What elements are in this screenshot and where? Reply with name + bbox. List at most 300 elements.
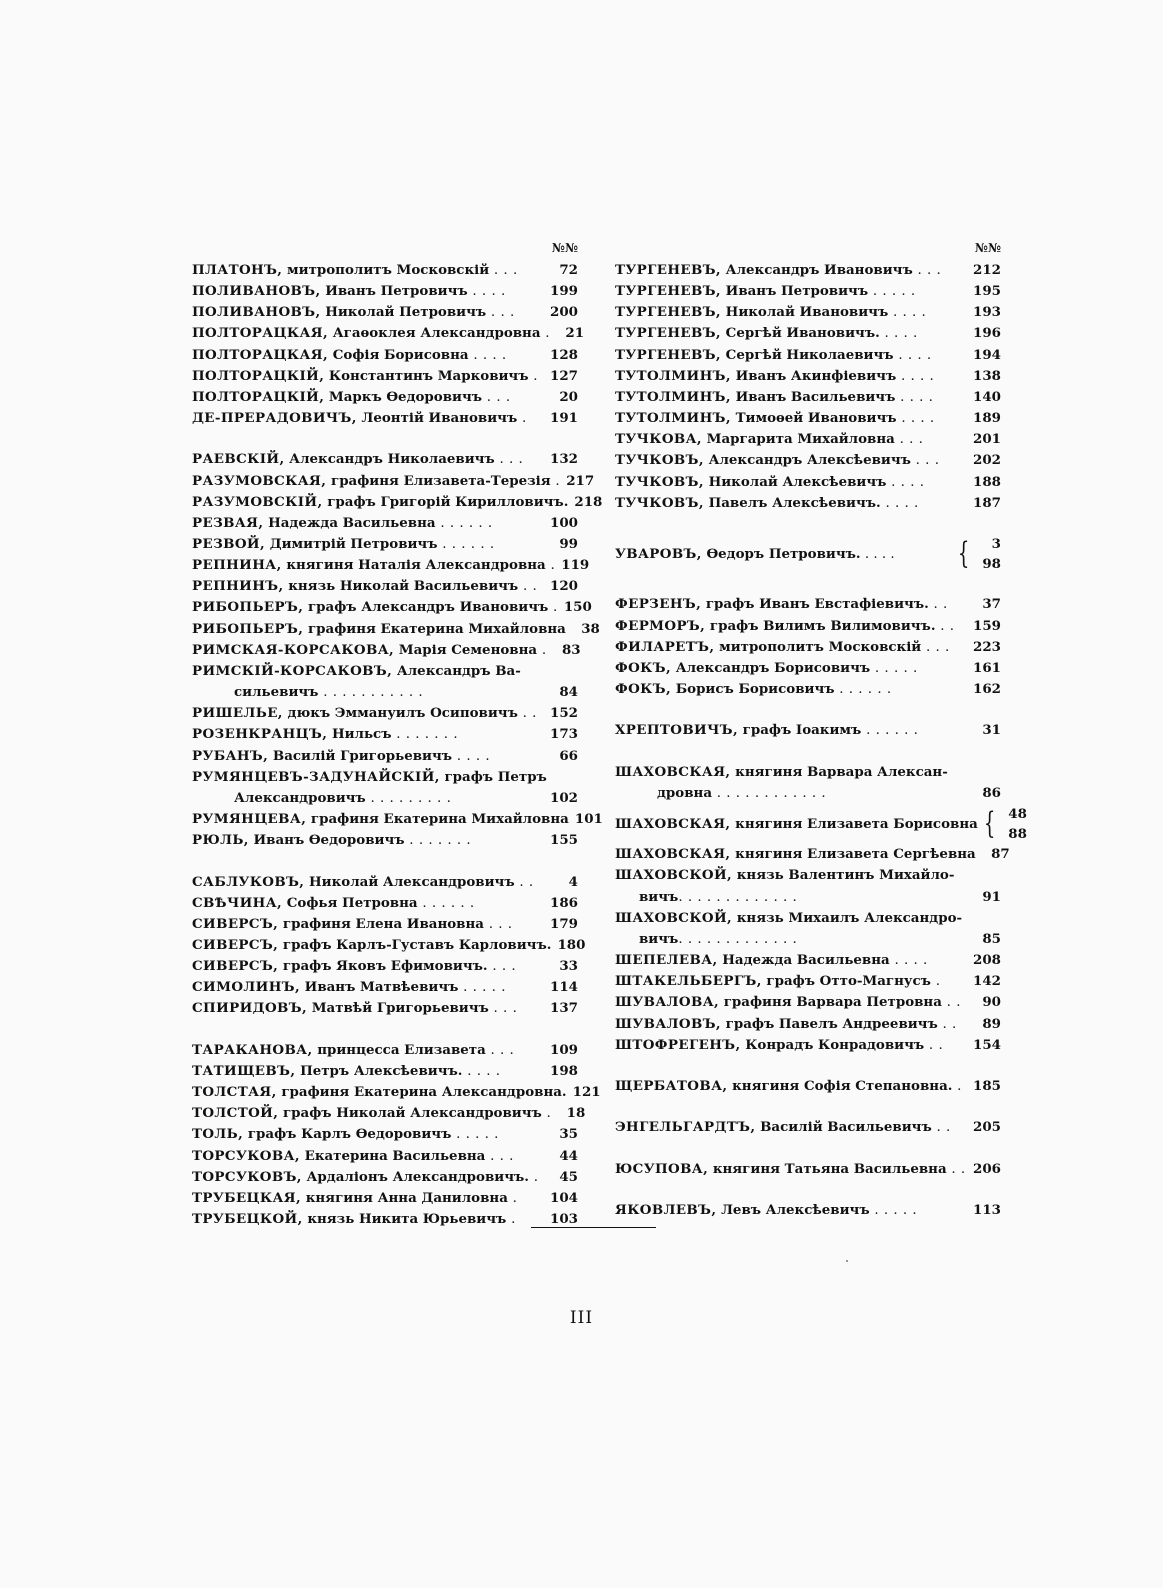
index-column-left	[192, 240, 603, 1230]
entry-dots: .	[550, 473, 561, 489]
entry-text	[192, 914, 544, 935]
index-entry	[192, 830, 578, 851]
entry-dots: .	[541, 1106, 552, 1122]
index-entry	[192, 513, 578, 534]
index-entry-shakhovskaya-elizaveta	[615, 804, 1027, 844]
index-entry	[192, 1146, 578, 1167]
group-gap	[615, 700, 1001, 720]
entry-number: 140	[973, 388, 1001, 405]
index-entry	[192, 809, 603, 830]
entry-surname: РЕЗВОЙ,	[192, 536, 266, 553]
curly-brace: {	[957, 536, 970, 572]
entry-given: графиня Елизавета-Терезія	[326, 472, 551, 489]
entry-dots: . . . . . .	[834, 682, 892, 698]
entry-number: 179	[550, 915, 578, 932]
entry-text	[192, 345, 544, 366]
entry-dots: . . .	[489, 263, 518, 278]
entry-given: князь Валентинъ Михайло-	[732, 867, 955, 884]
entry-number: 35	[559, 1126, 578, 1143]
entry-text	[192, 408, 544, 429]
entry-number: 37	[982, 596, 1001, 613]
entry-dots: . . .	[921, 639, 950, 655]
entry-dots: . . .	[483, 916, 513, 932]
entry-text	[192, 1188, 544, 1209]
entry-text	[615, 302, 967, 323]
entry-text	[615, 493, 967, 514]
entry-number: 90	[982, 994, 1001, 1011]
entry-number: 31	[982, 722, 1001, 739]
entry-given: Сергѣй Николаевичъ	[721, 346, 894, 363]
entry-dots: . .	[931, 1120, 951, 1136]
entry-text	[615, 260, 967, 281]
entry-given: графъ Петръ	[439, 768, 547, 785]
entry-surname: РАЗУМОВСКІЙ,	[192, 493, 323, 510]
entry-surname: СПИРИДОВЪ,	[192, 1000, 308, 1017]
entry-dots: . . .	[894, 432, 924, 448]
entry-dots: . . . .	[468, 347, 507, 363]
entry-number: 88	[1008, 826, 1027, 843]
entry-text	[192, 893, 544, 914]
entry-text	[615, 323, 967, 344]
entry-surname: ЮСУПОВА,	[615, 1160, 709, 1177]
page-number: III	[569, 1308, 594, 1328]
index-entry-uvarov	[615, 534, 1001, 574]
entry-number: 150	[563, 599, 592, 616]
entry-given: Николай Алексѣевичъ	[703, 473, 887, 490]
entry-number: 83	[561, 641, 581, 658]
entry-given: Марія Семеновна	[394, 641, 538, 658]
entry-dots: . . . .	[462, 1063, 501, 1079]
entry-text	[615, 1035, 967, 1056]
entry-text	[192, 724, 544, 745]
entry-given: княгиня Елизавета Борисовна	[730, 815, 978, 832]
entry-surname: РУБАНЪ,	[192, 747, 269, 764]
entry-text	[615, 637, 967, 658]
entry-surname: ТАТИЩЕВЪ,	[192, 1062, 296, 1079]
index-entry	[615, 844, 1010, 865]
group-gap	[615, 1097, 1001, 1117]
entry-given: княгиня Софія Степановна.	[727, 1077, 953, 1094]
footer-rule	[531, 1227, 656, 1228]
entry-surname: ТУТОЛМИНЪ,	[615, 410, 731, 427]
entry-given: Димитрій Петровичъ	[265, 536, 438, 553]
entry-number: 152	[550, 705, 578, 722]
index-entry	[615, 387, 1001, 408]
entry-dots: . . . . . . . . . . . . .	[678, 889, 798, 905]
index-column-right	[615, 240, 1027, 1221]
entry-number: 84	[559, 684, 578, 701]
entry-dots: . . . . . . . . . . .	[318, 685, 424, 701]
entry-text	[192, 788, 544, 809]
entry-given: графъ Александръ Ивановичъ	[303, 599, 549, 616]
entry-surname: ШЕПЕЛЕВА,	[615, 952, 718, 969]
entry-number: 38	[581, 620, 600, 637]
entry-dots: . . . . . . . . .	[365, 790, 452, 806]
entry-text	[192, 471, 560, 492]
entry-text	[615, 387, 967, 408]
entry-text	[615, 814, 978, 835]
entry-text	[615, 971, 967, 992]
entry-text	[192, 597, 558, 618]
index-entry	[192, 872, 578, 893]
entry-text	[192, 640, 547, 661]
column-header-numbers: №№	[551, 241, 578, 255]
entry-dots: .	[517, 411, 527, 427]
index-entry	[192, 408, 578, 429]
entry-given: Тимоѳей Ивановичъ	[730, 410, 897, 427]
entry-surname: ШТОФРЕГЕНЪ,	[615, 1036, 741, 1053]
group-kh	[615, 720, 1001, 741]
group-gap	[615, 742, 1001, 762]
entry-surname: ТУРГЕНЕВЪ,	[615, 346, 721, 363]
entry-number: 186	[550, 894, 578, 911]
entry-dots: . . .	[488, 1001, 518, 1017]
index-entry	[192, 345, 578, 366]
entry-surname: ШАХОВСКОЙ,	[615, 909, 733, 926]
entry-text	[192, 1082, 567, 1103]
entry-given: Софья Петровна	[282, 894, 418, 911]
entry-surname: ТОРСУКОВЪ,	[192, 1168, 302, 1185]
index-entry	[615, 450, 1001, 471]
index-entry	[192, 387, 578, 408]
entry-number: 196	[973, 325, 1001, 342]
entry-surname: САБЛУКОВЪ,	[192, 873, 305, 890]
entry-number: 206	[973, 1160, 1001, 1177]
group-gap	[192, 1020, 578, 1040]
entry-dots: . . .	[494, 452, 524, 468]
entry-given: Александръ Ва-	[392, 662, 521, 679]
entry-numbers	[975, 534, 1001, 574]
entry-number: 199	[550, 283, 578, 300]
entry-number: 193	[973, 304, 1001, 321]
entry-dots: . . . . . . .	[404, 833, 472, 849]
entry-text	[192, 534, 544, 555]
entry-text	[192, 281, 544, 302]
entry-surname: ТУРГЕНЕВЪ,	[615, 262, 721, 278]
entry-surname: ШУВАЛОВЪ,	[615, 1015, 721, 1032]
entry-given: княгиня Варвара Алексан-	[730, 763, 948, 780]
entry-text	[615, 345, 967, 366]
entry-dots: . . . .	[889, 953, 928, 969]
index-entry	[192, 640, 581, 661]
index-entry	[615, 1200, 1001, 1221]
index-entry	[192, 1061, 578, 1082]
group-t	[615, 260, 1001, 514]
entry-given: Василій Васильевичъ	[755, 1119, 932, 1136]
entry-number: 218	[574, 493, 603, 510]
entry-number: 98	[982, 556, 1001, 573]
entry-surname: ТУЧКОВЪ,	[615, 452, 704, 469]
entry-surname: ХРЕПТОВИЧЪ,	[615, 722, 739, 739]
entry-given: княгиня Татьяна Васильевна	[708, 1160, 947, 1177]
entry-given: Александръ Ивановичъ	[721, 262, 913, 278]
entry-number: 212	[973, 262, 1001, 278]
entry-text	[192, 767, 547, 788]
group-r	[192, 449, 603, 851]
entry-dots: . . . . .	[868, 284, 916, 300]
entry-text	[615, 844, 976, 865]
entry-text	[615, 720, 967, 741]
entry-number: 155	[550, 832, 578, 849]
entry-dots: . . . .	[896, 368, 935, 384]
entry-text	[192, 1061, 544, 1082]
entry-surname: РАЗУМОВСКАЯ,	[192, 472, 327, 489]
entry-text	[192, 872, 544, 893]
entry-text	[615, 450, 967, 471]
entry-surname: ТОРСУКОВА,	[192, 1147, 300, 1164]
entry-given: графъ Карлъ Ѳедоровичъ	[243, 1126, 452, 1143]
index-entry	[615, 720, 1001, 741]
entry-number: 142	[973, 973, 1001, 990]
entry-surname: РУМЯНЦЕВЪ-ЗАДУНАЙСКІЙ,	[192, 768, 440, 785]
entry-number: 87	[991, 846, 1010, 863]
entry-dots: . . .	[485, 1042, 515, 1058]
entry-given: дюкъ Эммануилъ Осиповичъ	[282, 705, 518, 722]
index-entry	[192, 1188, 578, 1209]
group-t	[192, 1040, 601, 1230]
entry-dots: . . . . .	[869, 1202, 918, 1218]
entry-given: Надежда Васильевна	[717, 952, 890, 969]
entry-dots: .	[545, 558, 556, 574]
entry-text	[192, 619, 566, 640]
index-entry	[192, 935, 586, 956]
entry-number: 200	[550, 304, 578, 321]
entry-text	[192, 809, 569, 830]
entry-given: Надежда Васильевна	[263, 514, 436, 531]
entry-number: 173	[550, 726, 578, 743]
entry-given: графиня Екатерина Александровна.	[276, 1084, 567, 1101]
entry-surname: ШАХОВСКАЯ,	[615, 846, 731, 863]
index-entry	[192, 555, 590, 576]
entry-given: Леонтій Ивановичъ	[356, 410, 518, 427]
entry-number: 159	[973, 617, 1001, 634]
column-header-numbers: №№	[974, 241, 1001, 255]
entry-number: 45	[559, 1168, 578, 1185]
entry-dots: . .	[937, 1016, 957, 1032]
entry-surname: ТУРГЕНЕВЪ,	[615, 283, 721, 300]
index-entry	[615, 929, 1001, 950]
entry-text	[192, 1167, 544, 1188]
entry-number: 4	[568, 873, 578, 890]
group-e	[615, 1117, 1001, 1138]
entry-number: 138	[973, 367, 1001, 384]
entry-number: 185	[973, 1077, 1001, 1094]
entry-number: 202	[973, 452, 1001, 469]
entry-surname: РИШЕЛЬЕ,	[192, 705, 283, 722]
entry-number: 85	[982, 930, 1001, 947]
entry-number: 72	[559, 262, 578, 278]
entry-number: 217	[566, 472, 595, 489]
entry-text	[615, 1117, 967, 1138]
entry-number: 109	[550, 1041, 578, 1058]
entry-text	[192, 1103, 551, 1124]
entry-given: Николай Ивановичъ	[721, 304, 889, 321]
group-sh-a	[615, 762, 1001, 804]
entry-text	[615, 992, 967, 1013]
entry-number: 33	[559, 958, 578, 975]
group-gap	[192, 429, 578, 449]
entry-dots: . . . .	[886, 474, 925, 490]
entry-surname: ФОКЪ,	[615, 681, 672, 698]
entry-given: графъ Павелъ Андреевичъ	[720, 1015, 938, 1032]
entry-numbers	[1001, 804, 1027, 844]
index-entry	[192, 492, 603, 513]
entry-text	[192, 449, 544, 470]
entry-text	[192, 998, 544, 1019]
group-sh-b	[615, 844, 1010, 1056]
entry-dots: . . .	[486, 305, 515, 321]
entry-dots: . . . . . .	[435, 515, 493, 531]
entry-surname: ПОЛТОРАЦКАЯ,	[192, 346, 329, 363]
group-gap	[615, 514, 1001, 534]
entry-number: 201	[973, 431, 1001, 448]
entry-dots: . .	[935, 618, 955, 634]
entry-surname: ПЛАТОНЪ,	[192, 262, 283, 278]
index-entry	[615, 679, 1001, 700]
entry-number: 195	[973, 283, 1001, 300]
entry-dots: . . . .	[879, 326, 918, 342]
entry-text	[615, 929, 967, 950]
entry-dots: . . .	[912, 263, 942, 278]
entry-given: княгиня Елизавета Сергѣевна	[730, 846, 976, 863]
entry-dots: .	[537, 642, 547, 658]
index-entry	[615, 1014, 1001, 1035]
entry-given: митрополитъ Московскій	[714, 638, 922, 655]
entry-given: графъ Отто-Магнусъ	[761, 973, 931, 990]
entry-given: Петръ Алексѣевичъ.	[295, 1062, 463, 1079]
entry-dots: . . . .	[452, 748, 491, 764]
entry-dots: .	[528, 368, 539, 384]
index-entry	[615, 865, 1001, 886]
entry-given: Левъ Алексѣевичъ	[716, 1201, 870, 1218]
entry-dots: . . .	[487, 959, 517, 975]
index-entry	[615, 887, 1001, 908]
index-entry	[615, 1035, 1001, 1056]
entry-dots: . . . . . .	[861, 723, 919, 739]
entry-number: 132	[550, 451, 578, 468]
index-entry	[192, 302, 578, 323]
entry-surname: ТУРГЕНЕВЪ,	[615, 304, 721, 321]
entry-surname: ТРУБЕЦКОЙ,	[192, 1210, 303, 1227]
index-entry	[192, 914, 578, 935]
entry-given: графъ Іоакимъ	[738, 722, 862, 739]
entry-number: 191	[550, 410, 578, 427]
entry-number: 187	[973, 494, 1001, 511]
entry-given: княгиня Наталія Александровна	[281, 557, 546, 574]
index-entry	[615, 1159, 1001, 1180]
index-entry	[615, 493, 1001, 514]
entry-text	[615, 1200, 967, 1221]
entry-surname: СИВЕРСЪ,	[192, 936, 279, 953]
entry-given: Нильсъ	[327, 726, 392, 743]
entry-number: 114	[550, 979, 578, 996]
entry-surname: ПОЛИВАНОВЪ,	[192, 283, 321, 300]
index-entry	[615, 950, 1001, 971]
index-entry	[192, 323, 585, 344]
entry-given: принцесса Елизавета	[312, 1041, 486, 1058]
entry-given: Александръ Борисовичъ	[671, 659, 871, 676]
entry-surname: ФИЛАРЕТЪ,	[615, 638, 715, 655]
index-entry	[192, 977, 578, 998]
entry-text	[192, 323, 550, 344]
entry-number: 44	[559, 1147, 578, 1164]
entry-surname: РОЗЕНКРАНЦЪ,	[192, 726, 328, 743]
entry-text	[615, 762, 967, 783]
curly-brace: {	[983, 806, 996, 842]
entry-surname: РУМЯНЦЕВА,	[192, 811, 307, 828]
entry-dots: . . . .	[896, 411, 935, 427]
entry-surname: ТАРАКАНОВА,	[192, 1041, 313, 1058]
entry-surname: ШУВАЛОВА,	[615, 994, 720, 1011]
entry-dots: . .	[518, 579, 538, 595]
entry-surname: ФЕРМОРЪ,	[615, 617, 706, 634]
entry-given: графиня Елена Ивановна	[278, 915, 484, 932]
entry-text	[615, 1159, 967, 1180]
index-entry	[615, 783, 1001, 804]
entry-text	[192, 661, 544, 682]
entry-text	[192, 935, 551, 956]
entry-given: князь Михаилъ Александро-	[732, 909, 963, 926]
entry-surname: ЯКОВЛЕВЪ,	[615, 1201, 717, 1218]
entry-text	[615, 616, 967, 637]
entry-given: Борисъ Борисовичъ	[671, 681, 835, 698]
entry-surname: ТУТОЛМИНЪ,	[615, 388, 731, 405]
group-gap	[615, 1180, 1001, 1200]
entry-dots: .	[506, 1211, 516, 1227]
index-entry	[615, 366, 1001, 387]
entry-surname: РИБОПЬЕРЪ,	[192, 599, 304, 616]
entry-number: 119	[561, 557, 590, 574]
entry-text	[615, 865, 967, 886]
entry-surname: ПОЛТОРАЦКІЙ,	[192, 367, 325, 384]
entry-surname: ПОЛТОРАЦКАЯ,	[192, 325, 329, 342]
entry-given: графъ Яковъ Ефимовичъ.	[278, 958, 488, 975]
entry-dots: . . .	[482, 389, 511, 405]
entry-text	[192, 1146, 544, 1167]
entry-given: Павелъ Алексѣевичъ.	[703, 494, 881, 511]
entry-number: 188	[973, 473, 1001, 490]
group-gap	[192, 851, 578, 871]
index-entry	[192, 746, 578, 767]
entry-text	[192, 1209, 544, 1230]
index-entry	[615, 345, 1001, 366]
index-entry	[615, 281, 1001, 302]
entry-number: 103	[550, 1210, 578, 1227]
index-entry	[615, 658, 1001, 679]
entry-text	[615, 1014, 967, 1035]
index-entry	[192, 471, 595, 492]
entry-surname: ФЕРЗЕНЪ,	[615, 596, 702, 613]
index-entry	[615, 323, 1001, 344]
entry-dots: .	[952, 1078, 962, 1094]
entry-given: Николай Петровичъ	[320, 304, 487, 321]
entry-dots: . . .	[485, 1148, 514, 1164]
entry-number: 180	[557, 936, 586, 953]
entry-dots: . .	[514, 874, 534, 890]
index-entry	[192, 449, 578, 470]
entry-given: Матвѣй Григорьевичъ	[307, 1000, 489, 1017]
index-entry	[192, 1167, 578, 1188]
entry-surname: ШАХОВСКАЯ,	[615, 815, 731, 832]
index-entry	[192, 788, 578, 809]
entry-text	[192, 977, 544, 998]
entry-given: Сергѣй Ивановичъ.	[721, 325, 880, 342]
entry-surname: ТУРГЕНЕВЪ,	[615, 325, 721, 342]
group-shch	[615, 1076, 1001, 1097]
entry-surname: ТРУБЕЦКАЯ,	[192, 1189, 302, 1206]
entry-text	[192, 1124, 544, 1145]
entry-surname: РИБОПЬЕРЪ,	[192, 620, 304, 637]
